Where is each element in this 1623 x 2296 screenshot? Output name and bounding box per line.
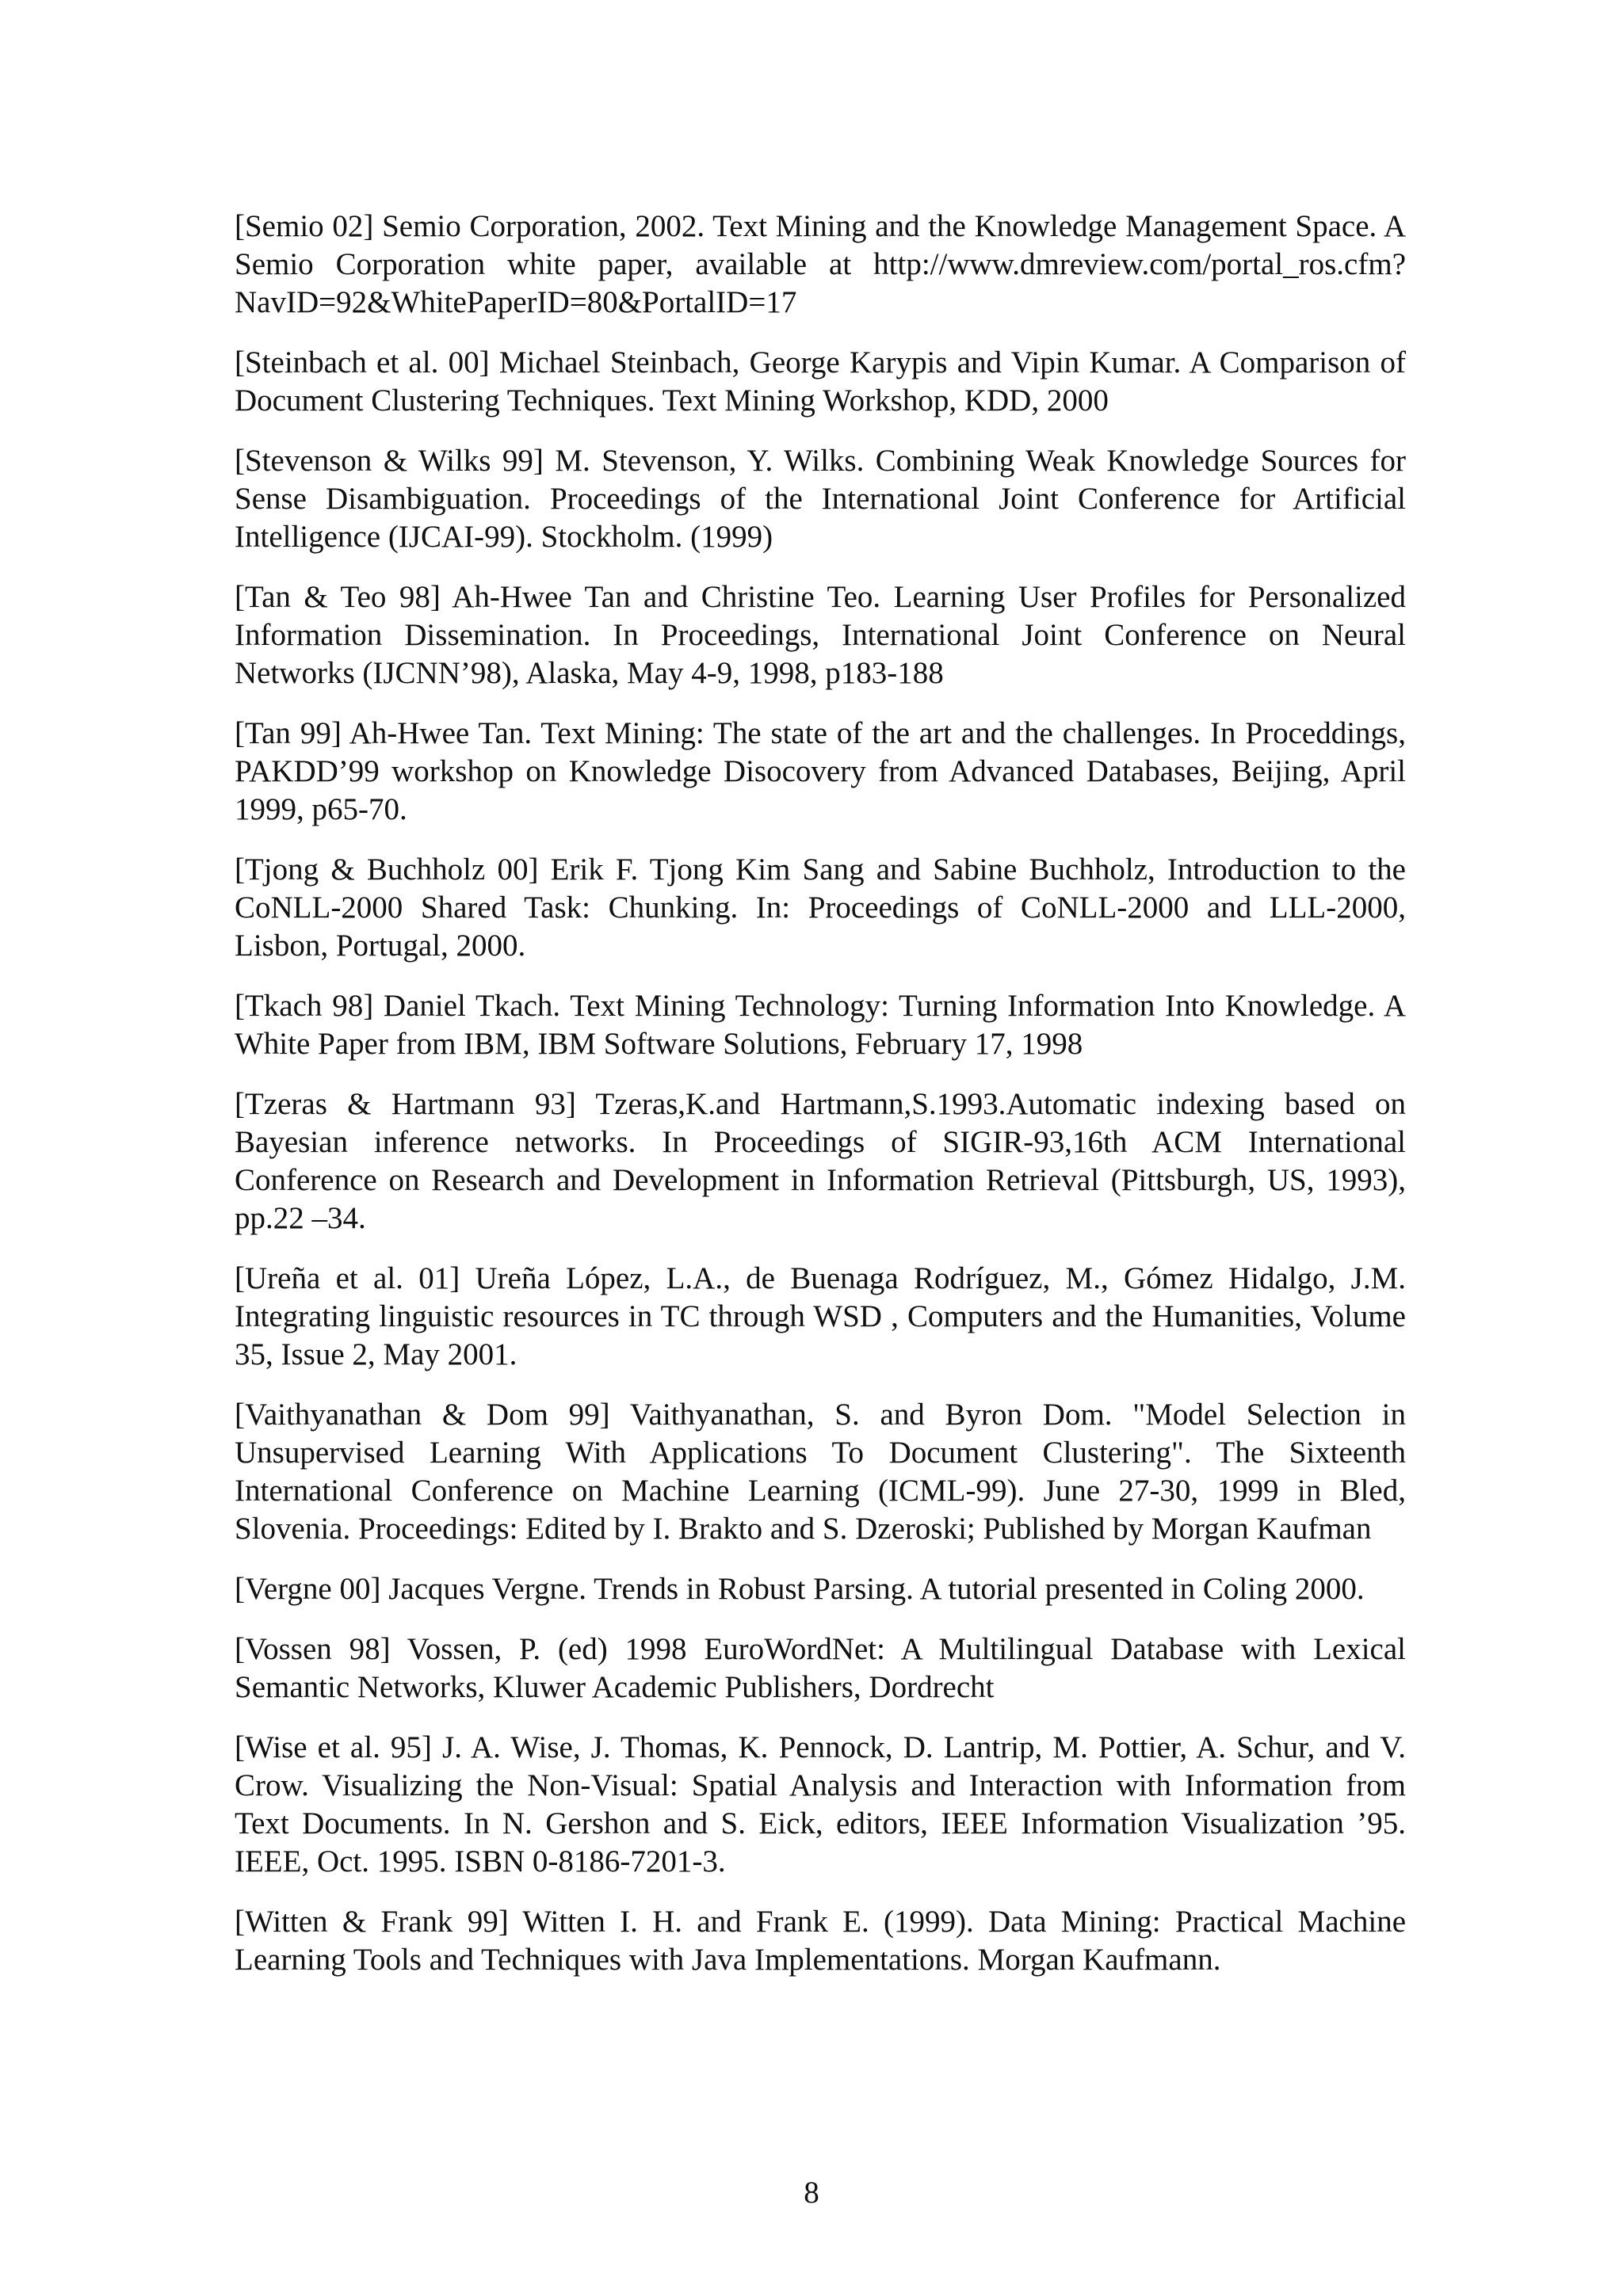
reference-entry: [Vaithyanathan & Dom 99] Vaithyanathan, S. and Byron Dom. "Model Selection in Unsupervised Learning With Applications To Document Clustering". The Sixteenth International Conference on Machine Learning (ICML-99). June 27-30, 1999 in Bled, Slovenia. Proceedings: Edited by I. Brakto and S. Dzeroski; Published by Morgan Kaufman [235,1398,1406,1546]
reference-entry: [Tzeras & Hartmann 93] Tzeras,K.and Hartmann,S.1993.Automatic indexing based on Bayesian inference networks. In Proceedings of SIGIR-93,16th ACM International Conference on Research and Development in Information Retrieval (Pittsburgh, US, 1993), pp.22 –34. [235,1087,1406,1235]
reference-entry: [Tkach 98] Daniel Tkach. Text Mining Technology: Turning Information Into Knowledge. A White Paper from IBM, IBM Software Solutions, February 17, 1998 [235,989,1406,1061]
reference-entry: [Tan 99] Ah-Hwee Tan. Text Mining: The state of the art and the challenges. In Proceddings, PAKDD’99 workshop on Knowledge Disocovery from Advanced Databases, Beijing, April 1999, p65-70. [235,716,1406,826]
reference-entry: [Vossen 98] Vossen, P. (ed) 1998 EuroWordNet: A Multilingual Database with Lexical Semantic Networks, Kluwer Academic Publishers, Dordrecht [235,1632,1406,1704]
reference-entry: [Tan & Teo 98] Ah-Hwee Tan and Christine Teo. Learning User Profiles for Personalized Information Dissemination. In Proceedings, International Joint Conference on Neural Networks (IJCNN’98), Alaska, May 4-9, 1998, p183-188 [235,580,1406,690]
reference-entry: [Steinbach et al. 00] Michael Steinbach, George Karypis and Vipin Kumar. A Comparison of Document Clustering Techniques. Text Mining Workshop, KDD, 2000 [235,345,1406,418]
reference-entry: [Tjong & Buchholz 00] Erik F. Tjong Kim Sang and Sabine Buchholz, Introduction to the CoNLL-2000 Shared Task: Chunking. In: Proceedings of CoNLL-2000 and LLL-2000, Lisbon, Portugal, 2000. [235,852,1406,963]
reference-list [235,208,1406,1979]
reference-entry: [Ureña et al. 01] Ureña López, L.A., de Buenaga Rodríguez, M., Gómez Hidalgo, J.M. Integrating linguistic resources in TC through WSD , Computers and the Humanities, Volume 35, Issue 2, May 2001. [235,1261,1406,1371]
reference-entry: [Stevenson & Wilks 99] M. Stevenson, Y. Wilks. Combining Weak Knowledge Sources for Sense Disambiguation. Proceedings of the International Joint Conference for Artificial Intelligence (IJCAI-99). Stockholm. (1999) [235,444,1406,554]
reference-entry: [Witten & Frank 99] Witten I. H. and Frank E. (1999). Data Mining: Practical Machine Learning Tools and Techniques with Java Implementations. Morgan Kaufmann. [235,1905,1406,1977]
reference-entry: [Semio 02] Semio Corporation, 2002. Text Mining and the Knowledge Management Space. A Semio Corporation white paper, available at http://www.dmreview.com/portal_ros.cfm?NavID=92&WhitePaperID=80&PortalID=17 [235,209,1406,319]
page-number: 8 [804,2176,819,2210]
reference-entry: [Vergne 00] Jacques Vergne. Trends in Robust Parsing. A tutorial presented in Coling 2000. [235,1572,1365,1606]
reference-entry: [Wise et al. 95] J. A. Wise, J. Thomas, K. Pennock, D. Lantrip, M. Pottier, A. Schur, and V. Crow. Visualizing the Non-Visual: Spatial Analysis and Interaction with Information from Text Documents. In N. Gershon and S. Eick, editors, IEEE Information Visualization ’95. IEEE, Oct. 1995. ISBN 0-8186-7201-3. [235,1730,1406,1878]
